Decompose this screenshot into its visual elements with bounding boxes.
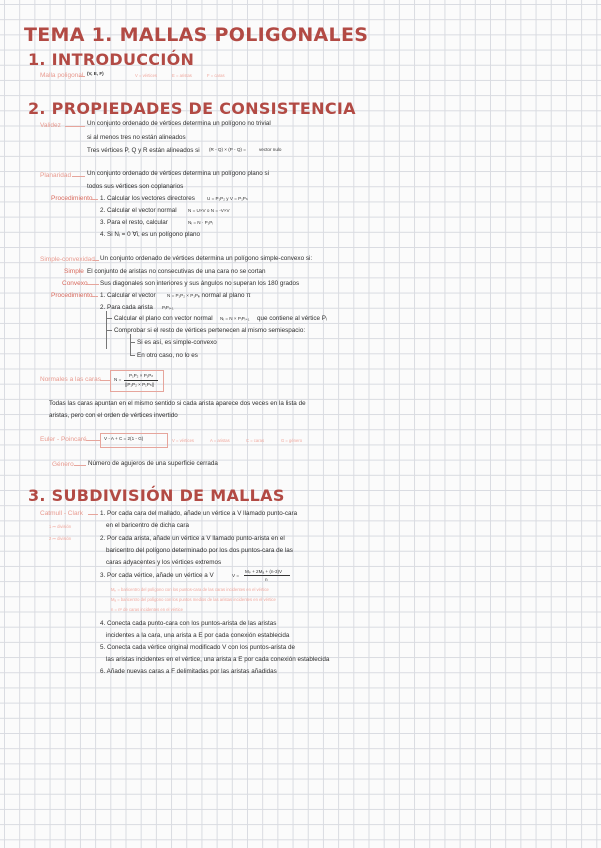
connector-line [100, 380, 110, 381]
simple-convexidad-step-2: 2. Para cada arista [100, 304, 153, 311]
connector-line [79, 76, 85, 77]
connector-line [72, 176, 85, 177]
simple-convexidad-sub-1-formula: Nᵢ = N × PᵢPᵢ₊₁ [220, 316, 250, 321]
planaridad-line-1: Un conjunto ordenado de vértices determina un polígono plano si [87, 170, 270, 177]
connector-line [86, 440, 100, 441]
subdiv-note-3: n = nº de caras incidentes en el vértice [111, 607, 183, 612]
simple-convexidad-sub-2: Comprobar si el resto de vértices pertenecen al mismo semiespacio: [114, 327, 306, 334]
subdiv-step-4b: incidentes a la cara, una arista a E por cada conexión establecida [106, 632, 290, 639]
bracket-tick [106, 318, 112, 319]
bracket-tick [130, 342, 135, 343]
fraction-bar [244, 575, 290, 576]
subdiv-step-3-num: Mₚ + 2Mₐ + (n-3)V [245, 569, 283, 574]
simple-convexidad-step-2-formula: PᵢPᵢ₊₁ [162, 305, 174, 310]
fraction-bar [124, 380, 158, 381]
e-note: E = aristas [172, 73, 192, 78]
subdiv-step-5a: 5. Conecta cada vértice original modificado V con los puntos-arista de [100, 644, 295, 651]
subdiv-note-2: Mₐ = baricentro del polígono con los puntos medios de las aristas incidentes en el vértice [111, 597, 276, 602]
simple-convexidad-sub-1: Calcular el plano con vector normal [114, 315, 213, 322]
subdiv-step-1a: 1. Por cada cara del mallado, añade un vértice a V llamado punto-cara [100, 510, 298, 517]
euler-tag: Euler - Poincaré [40, 436, 87, 443]
connector-line [92, 199, 98, 200]
subdiv-step-5b: las aristas incidentes en el vértice, una arista a E por cada conexión establecida [106, 656, 330, 663]
euler-c-note: C = caras [246, 438, 265, 443]
simple-tag: Simple [64, 268, 84, 275]
genero-text: Número de agujeros de una superficie cerrada [88, 460, 218, 467]
subdiv-step-2a: 2. Por cada arista, añade un vértice a V llamado punto-arista en el [100, 535, 285, 542]
simple-text: El conjunto de aristas no consecutivas de una cara no se cortan [87, 268, 266, 275]
connector-line [93, 260, 99, 261]
connector-line [87, 284, 99, 285]
v-note: V = vértices [135, 73, 157, 78]
planaridad-tag: Planaridad [40, 172, 72, 179]
section-1-heading: 1. INTRODUCCIÓN [28, 50, 195, 69]
planaridad-step-4: 4. Si Nᵢ = 0 ∀i, es un polígono plano [100, 231, 200, 238]
planaridad-step-1-formula: U = P₁P₂ y V = P₁Pₙ [207, 196, 248, 201]
subdiv-step-3a: 3. Por cada vértice, añade un vértice a V [100, 572, 214, 579]
planaridad-step-3: 3. Para el resto, calcular [100, 219, 168, 226]
euler-v-note: V = vértices [172, 438, 194, 443]
subdiv-step-6: 6. Añade nuevas caras a F delimitadas por las aristas añadidas [100, 668, 277, 675]
planaridad-step-2: 2. Calcular el vector normal [100, 207, 177, 214]
bracket-tick [106, 330, 112, 331]
validez-line-3: Tres vértices P, Q y R están alineados si [87, 147, 200, 154]
euler-a-note: A = aristas [210, 438, 230, 443]
planaridad-line-2: todos sus vértices son coplanarios [87, 183, 184, 190]
simple-convexidad-step-1-formula: N = P₁P₂ × P₁Pₙ [167, 293, 200, 298]
simple-convexidad-sub-1-tail: que contiene al vértice Pᵢ [257, 315, 327, 322]
division-tag-2: 2 ↦ división [49, 536, 72, 541]
simple-convexidad-line-1: Un conjunto ordenado de vértices determina un polígono simple-convexo si: [100, 255, 313, 262]
bracket-tick [130, 355, 135, 356]
validez-formula-tail: vector nulo [259, 147, 282, 152]
subdiv-step-1b: en el baricentro de dicha cara [106, 522, 189, 529]
section-3-heading: 3. SUBDIVISIÓN DE MALLAS [28, 486, 285, 505]
planaridad-step-3-formula: Nᵢ = N · P₁Pᵢ [188, 220, 214, 225]
catmull-clark-tag: Catmull - Clark [40, 510, 83, 517]
section-2-heading: 2. PROPIEDADES DE CONSISTENCIA [28, 99, 356, 118]
validez-line-2: si al menos tres no están alineados [87, 134, 186, 141]
simple-convexidad-step-1: 1. Calcular el vector [100, 292, 156, 299]
orientacion-line-2: aristas, pero con el orden de vértices invertido [49, 412, 178, 419]
subdiv-step-2b: baricentro del polígono determinado por los dos puntos-cara de las [106, 547, 293, 554]
connector-line [92, 296, 98, 297]
planaridad-proc-tag: Procedimiento [51, 195, 93, 202]
orientacion-line-1: Todas las caras apuntan en el mismo sentido si cada arista aparece dos veces en la lista de [49, 400, 306, 407]
normales-formula-top: P₁P₂ × P₁Pₙ [129, 373, 154, 378]
simple-convexidad-proc-tag: Procedimiento [51, 292, 93, 299]
f-note: F = caras [207, 73, 225, 78]
subdiv-step-3-lhs: V = [232, 573, 240, 578]
subdiv-step-2c: caras adyacentes y los vértices extremos [106, 559, 222, 566]
simple-convexidad-sub-3: Si es así, es simple-convexo [137, 339, 217, 346]
simple-convexidad-tag: Simple-convexidad [40, 256, 95, 263]
connector-line [88, 514, 98, 515]
euler-g-note: G = género [281, 438, 303, 443]
page-title: TEMA 1. MALLAS POLIGONALES [24, 24, 369, 46]
normales-formula-bottom: ||P₁P₂ × P₁Pₙ|| [125, 382, 154, 387]
connector-line [65, 126, 85, 127]
genero-tag: Género [52, 461, 74, 468]
convexo-text: Sus diagonales son interiores y sus ángulos no superan los 180 grados [100, 280, 300, 287]
division-tag-1: 1 ↦ división [49, 524, 72, 529]
malla-formula: (V, E, F) [87, 71, 104, 76]
convexo-tag: Convexo [62, 280, 88, 287]
subdiv-note-1: Mₚ = baricentro del polígono con los puntos-cara de las caras incidentes en el vértice [111, 587, 269, 592]
bracket-line [130, 334, 131, 356]
normales-prefix: N = [114, 377, 122, 382]
validez-tag: Validez [40, 122, 61, 129]
euler-formula: V - A + C = 2(1 - G) [104, 436, 144, 441]
planaridad-step-1: 1. Calcular los vectores directores [100, 195, 195, 202]
validez-line-1: Un conjunto ordenado de vértices determina un polígono no trivial [87, 120, 271, 127]
normales-tag: Normales a las caras [40, 376, 102, 383]
subdiv-step-3-den: n [265, 577, 268, 582]
connector-line [74, 465, 86, 466]
planaridad-step-2-formula: N = U×V o N = -V×V [188, 208, 230, 213]
malla-label: Malla poligonal [40, 72, 84, 79]
subdiv-step-4a: 4. Conecta cada punto-cara con los puntos-arista de las aristas [100, 620, 277, 627]
validez-formula: (R - Q) × (P - Q) = [209, 147, 246, 152]
simple-convexidad-step-1-tail: , normal al plano π [198, 292, 251, 299]
simple-convexidad-sub-4: En otro caso, no lo es [137, 352, 198, 359]
